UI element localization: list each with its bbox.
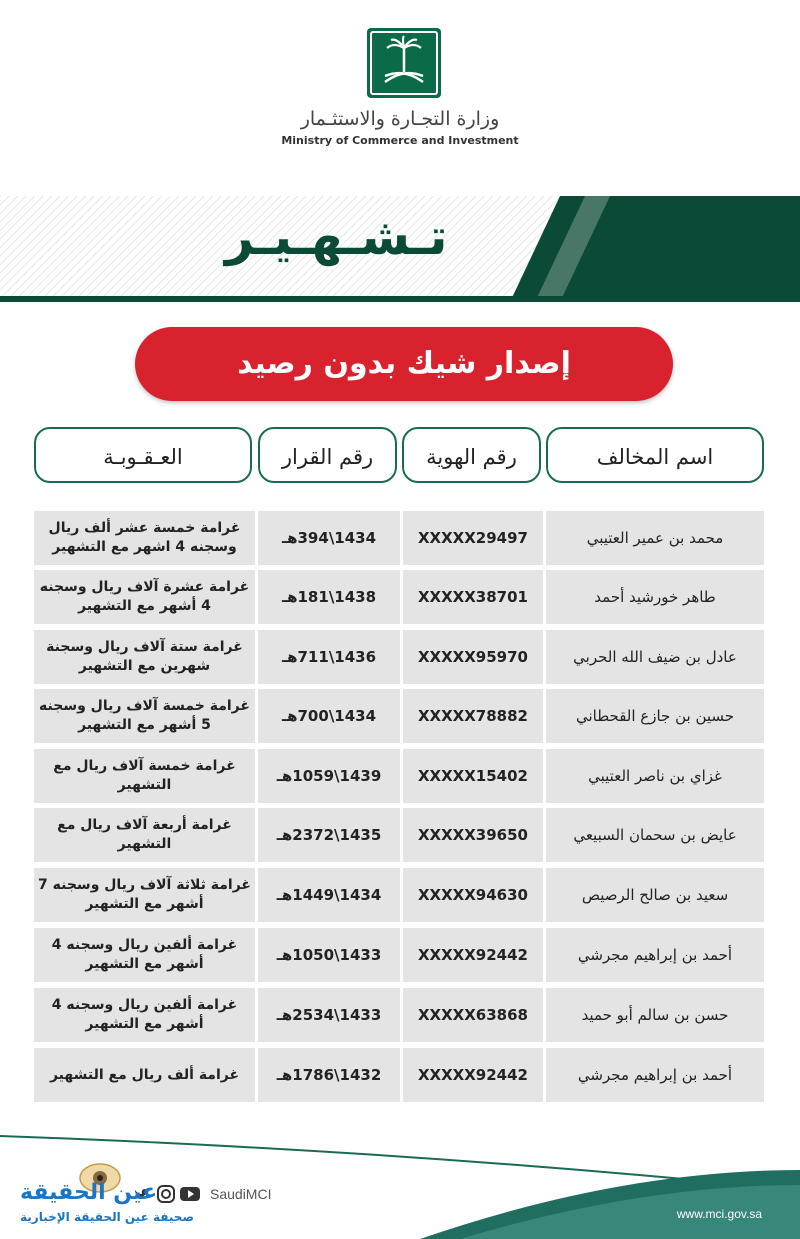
penalty: غرامة ألفين ريال وسجنه 4 أشهر مع التشهير (34, 928, 255, 982)
decision-number: 1434\1449هـ (258, 868, 400, 922)
penalty: غرامة ألفين ريال وسجنه 4 أشهر مع التشهير (34, 988, 255, 1042)
violator-name: حسين بن جازع القحطاني (546, 689, 764, 743)
social-handle[interactable]: SaudiMCI (210, 1186, 272, 1202)
decision-number: 1438\181هـ (258, 570, 400, 624)
table-row (34, 511, 764, 565)
id-number: XXXXX95970 (403, 630, 543, 684)
penalty: غرامة ستة آلاف ريال وسجنة شهرين مع التشهير (34, 630, 255, 684)
violator-name: سعيد بن صالح الرصيص (546, 868, 764, 922)
violator-name: عايض بن سحمان السبيعي (546, 808, 764, 862)
table-row (34, 868, 764, 922)
violator-name: غزاي بن ناصر العتيبي (546, 749, 764, 803)
table-row (34, 1048, 764, 1102)
decision-number: 1432\1786هـ (258, 1048, 400, 1102)
penalty: غرامة أربعة آلاف ريال مع التشهير (34, 808, 255, 862)
id-number: XXXXX38701 (403, 570, 543, 624)
violator-name: حسن بن سالم أبو حميد (546, 988, 764, 1042)
column-header-penalty: العـقـوبـة (34, 427, 252, 483)
decision-number: 1436\711هـ (258, 630, 400, 684)
ministry-logo (367, 28, 441, 98)
banner-title: تـشـهـيـر (225, 208, 448, 266)
violator-name: طاهر خورشيد أحمد (546, 570, 764, 624)
table-row (34, 928, 764, 982)
ministry-name-english: Ministry of Commerce and Investment (281, 134, 519, 147)
penalty: غرامة خمسة آلاف ريال وسجنه 5 أشهر مع التشهير (34, 689, 255, 743)
ministry-name-arabic: وزارة التجـارة والاستثـمار (300, 108, 500, 130)
website-link[interactable]: www.mci.gov.sa (676, 1207, 762, 1221)
id-number: XXXXX92442 (403, 928, 543, 982)
id-number: XXXXX92442 (403, 1048, 543, 1102)
decision-number: 1433\2534هـ (258, 988, 400, 1042)
table-row (34, 570, 764, 624)
column-header-id: رقم الهوية (402, 427, 541, 483)
header (0, 0, 800, 170)
violator-name: أحمد بن إبراهيم مجرشي (546, 1048, 764, 1102)
penalty: غرامة عشرة آلاف ريال وسجنه 4 أشهر مع التشهير (34, 570, 255, 624)
penalty: غرامة خمسة عشر ألف ريال وسجنه 4 اشهر مع التشهير (34, 511, 255, 565)
column-header-decision: رقم القرار (258, 427, 397, 483)
case-title-pill: إصدار شيك بدون رصيد (135, 327, 673, 401)
id-number: XXXXX29497 (403, 511, 543, 565)
id-number: XXXXX15402 (403, 749, 543, 803)
violator-name: أحمد بن إبراهيم مجرشي (546, 928, 764, 982)
penalty: غرامة ألف ريال مع التشهير (34, 1048, 255, 1102)
table-row (34, 749, 764, 803)
decision-number: 1435\2372هـ (258, 808, 400, 862)
table-row (34, 689, 764, 743)
penalty: غرامة خمسة آلاف ريال مع التشهير (34, 749, 255, 803)
violator-name: عادل بن ضيف الله الحربي (546, 630, 764, 684)
instagram-icon[interactable] (156, 1184, 176, 1204)
column-header-name: اسم المخالف (546, 427, 764, 483)
table-row (34, 808, 764, 862)
table-row (34, 630, 764, 684)
id-number: XXXXX94630 (403, 868, 543, 922)
table-row (34, 988, 764, 1042)
id-number: XXXXX63868 (403, 988, 543, 1042)
violator-name: محمد بن عمير العتيبي (546, 511, 764, 565)
watermark-subtitle: صحيفة عين الحقيقة الإخبارية (20, 1210, 194, 1224)
penalty: غرامة ثلاثة آلاف ريال وسجنه 7 أشهر مع التشهير (34, 868, 255, 922)
id-number: XXXXX78882 (403, 689, 543, 743)
palm-swords-icon (367, 28, 441, 98)
youtube-icon[interactable] (180, 1184, 200, 1204)
id-number: XXXXX39650 (403, 808, 543, 862)
decision-number: 1434\700هـ (258, 689, 400, 743)
decision-number: 1433\1050هـ (258, 928, 400, 982)
decision-number: 1439\1059هـ (258, 749, 400, 803)
decision-number: 1434\394هـ (258, 511, 400, 565)
watermark-title: عين الحقيقة (20, 1180, 158, 1205)
